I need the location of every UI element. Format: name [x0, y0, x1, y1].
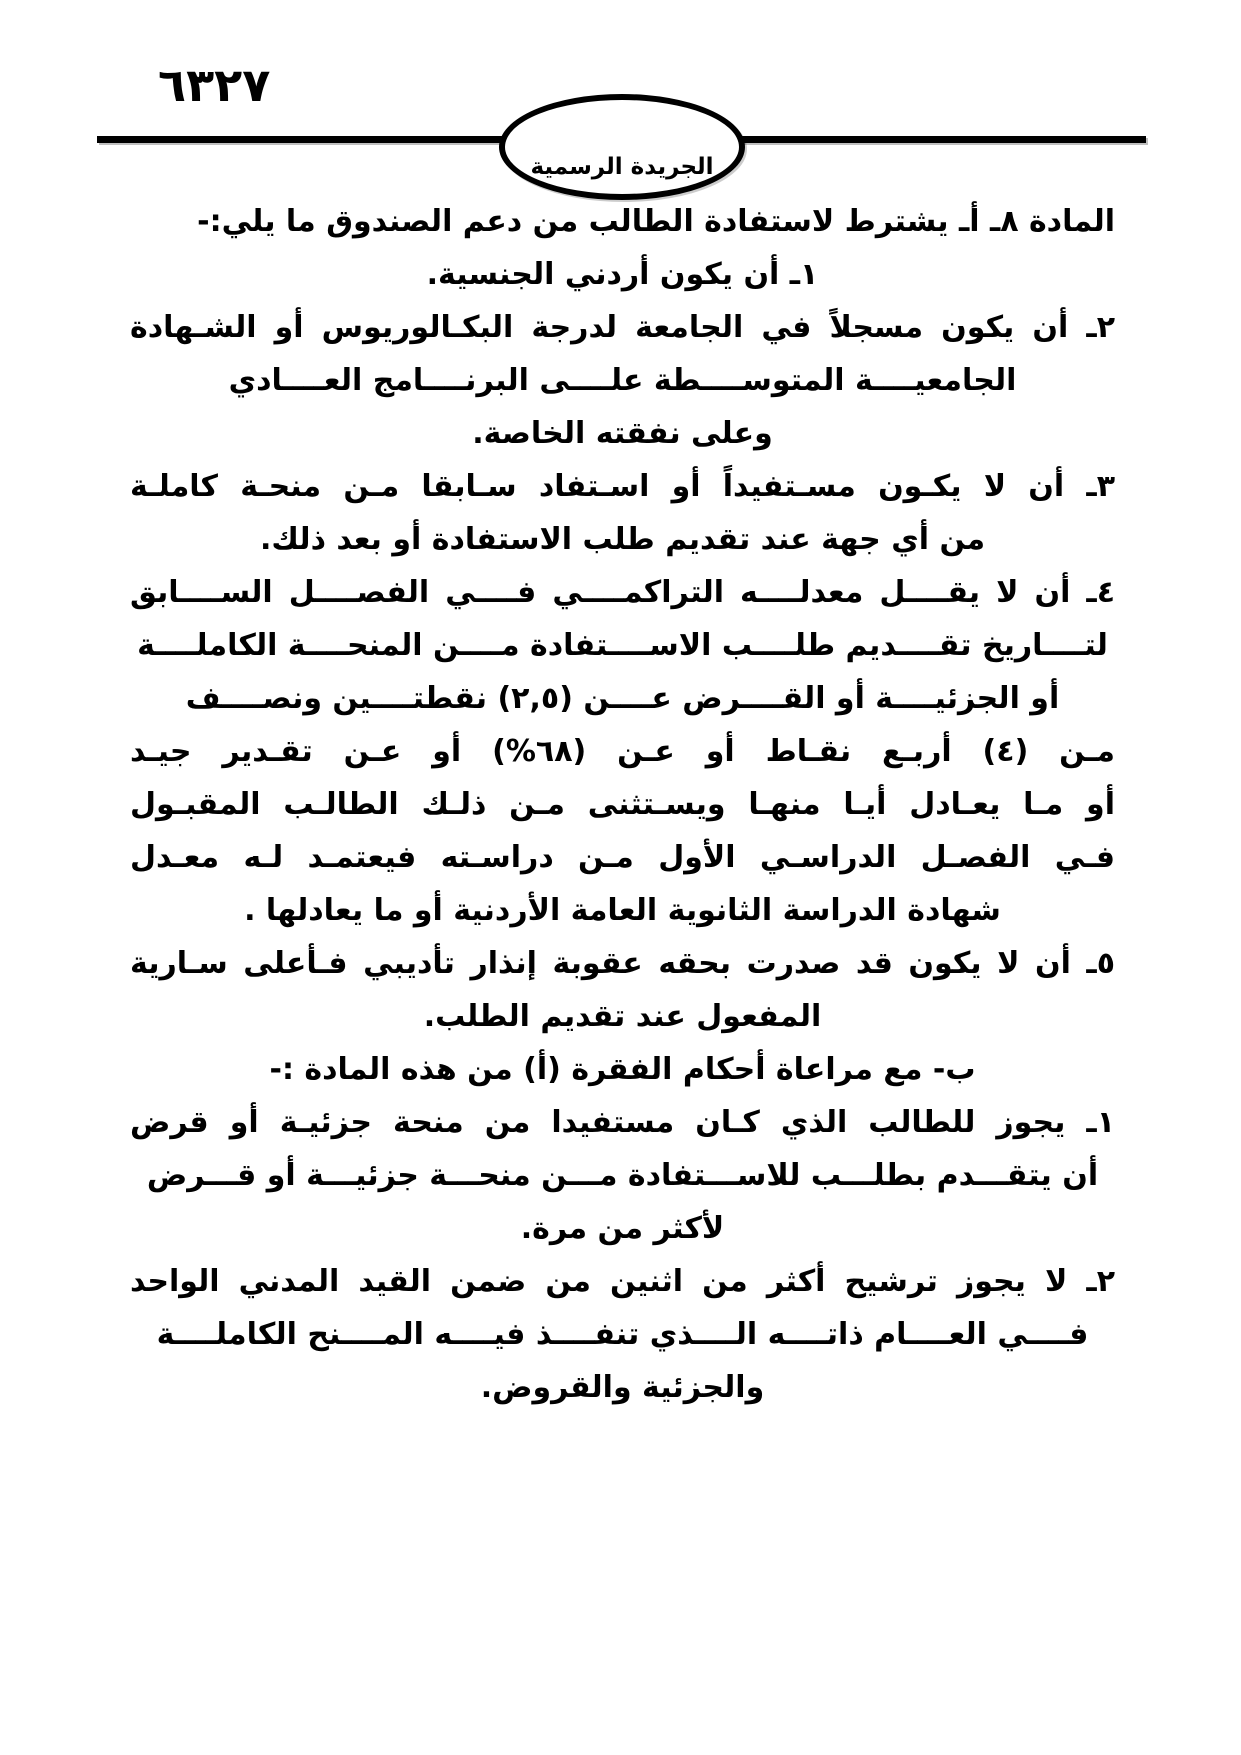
- text-line: من أي جهة عند تقديم طلب الاستفادة أو بعد ذلك.: [259, 522, 986, 557]
- text-line: المادة ٨ـ أـ يشترط لاستفادة الطالب من دعم الصندوق ما يلي:-: [197, 204, 1115, 239]
- masthead-label: الجريدة الرسمية: [530, 154, 714, 180]
- article-body: [130, 195, 1115, 1414]
- text-line: فـي الفصـل الدراسـي الأول مـن دراسـته فيعتمـد لـه معـدل: [130, 840, 1115, 875]
- text-line: أو الجزئيــــة أو القــــرض عــــن (٢,٥) نقطتــــين ونصــــف: [185, 681, 1060, 716]
- text-line: مـن (٤) أربـع نقـاط أو عـن (٦٨%) أو عـن تقـدير جيـد: [130, 734, 1116, 769]
- text-line: أو مـا يعـادل أيـا منهـا ويسـتثنى مـن ذلـك الطالـب المقبـول: [130, 787, 1115, 822]
- text-line: المفعول عند تقديم الطلب.: [423, 999, 822, 1034]
- text-line: ٥ـ أن لا يكون قد صدرت بحقه عقوبة إنذار تأديبي فـأعلى سـارية: [130, 946, 1115, 981]
- text-line: لأكثر من مرة.: [520, 1211, 725, 1246]
- text-line: فــــي العــــام ذاتــــه الــــذي تنفــــذ فيــــه المــــنح الكاملــــة: [156, 1317, 1089, 1352]
- text-line: شهادة الدراسة الثانوية العامة الأردنية أو ما يعادلها .: [244, 893, 1001, 928]
- text-line: ٢ـ لا يجوز ترشيح أكثر من اثنين من ضمن القيد المدني الواحد: [130, 1264, 1115, 1299]
- text-line: ٤ـ أن لا يقــــل معدلــــه التراكمــــي فــــي الفصــــل الســــابق: [130, 575, 1115, 610]
- page-number: ٦٣٢٧: [158, 58, 271, 112]
- masthead-oval: [499, 94, 745, 200]
- text-line: ١ـ يجوز للطالب الذي كـان مستفيدا من منحة جزئيـة أو قرض: [130, 1105, 1115, 1140]
- text-line: أن يتقـــدم بطلـــب للاســـتفادة مـــن منحـــة جزئيـــة أو قـــرض: [146, 1158, 1099, 1193]
- text-line: والجزئية والقروض.: [480, 1370, 765, 1405]
- text-line: الجامعيــــة المتوســــطة علــــى البرنــــامج العــــادي: [228, 363, 1017, 398]
- text-line: ١ـ أن يكون أردني الجنسية.: [426, 257, 819, 292]
- text-line: لتــــاريخ تقــــديم طلــــب الاســــتفادة مــــن المنحــــة الكاملــــة: [137, 628, 1108, 663]
- text-line: وعلى نفقته الخاصة.: [472, 416, 773, 451]
- text-line: ٣ـ أن لا يكـون مسـتفيداً أو اسـتفاد سـابقا مـن منحـة كاملـة: [130, 469, 1115, 504]
- text-line: ب- مع مراعاة أحكام الفقرة (أ) من هذه المادة :-: [269, 1052, 976, 1087]
- text-line: ٢ـ أن يكون مسجلاً في الجامعة لدرجة البكـالوريوس أو الشـهادة: [130, 310, 1115, 345]
